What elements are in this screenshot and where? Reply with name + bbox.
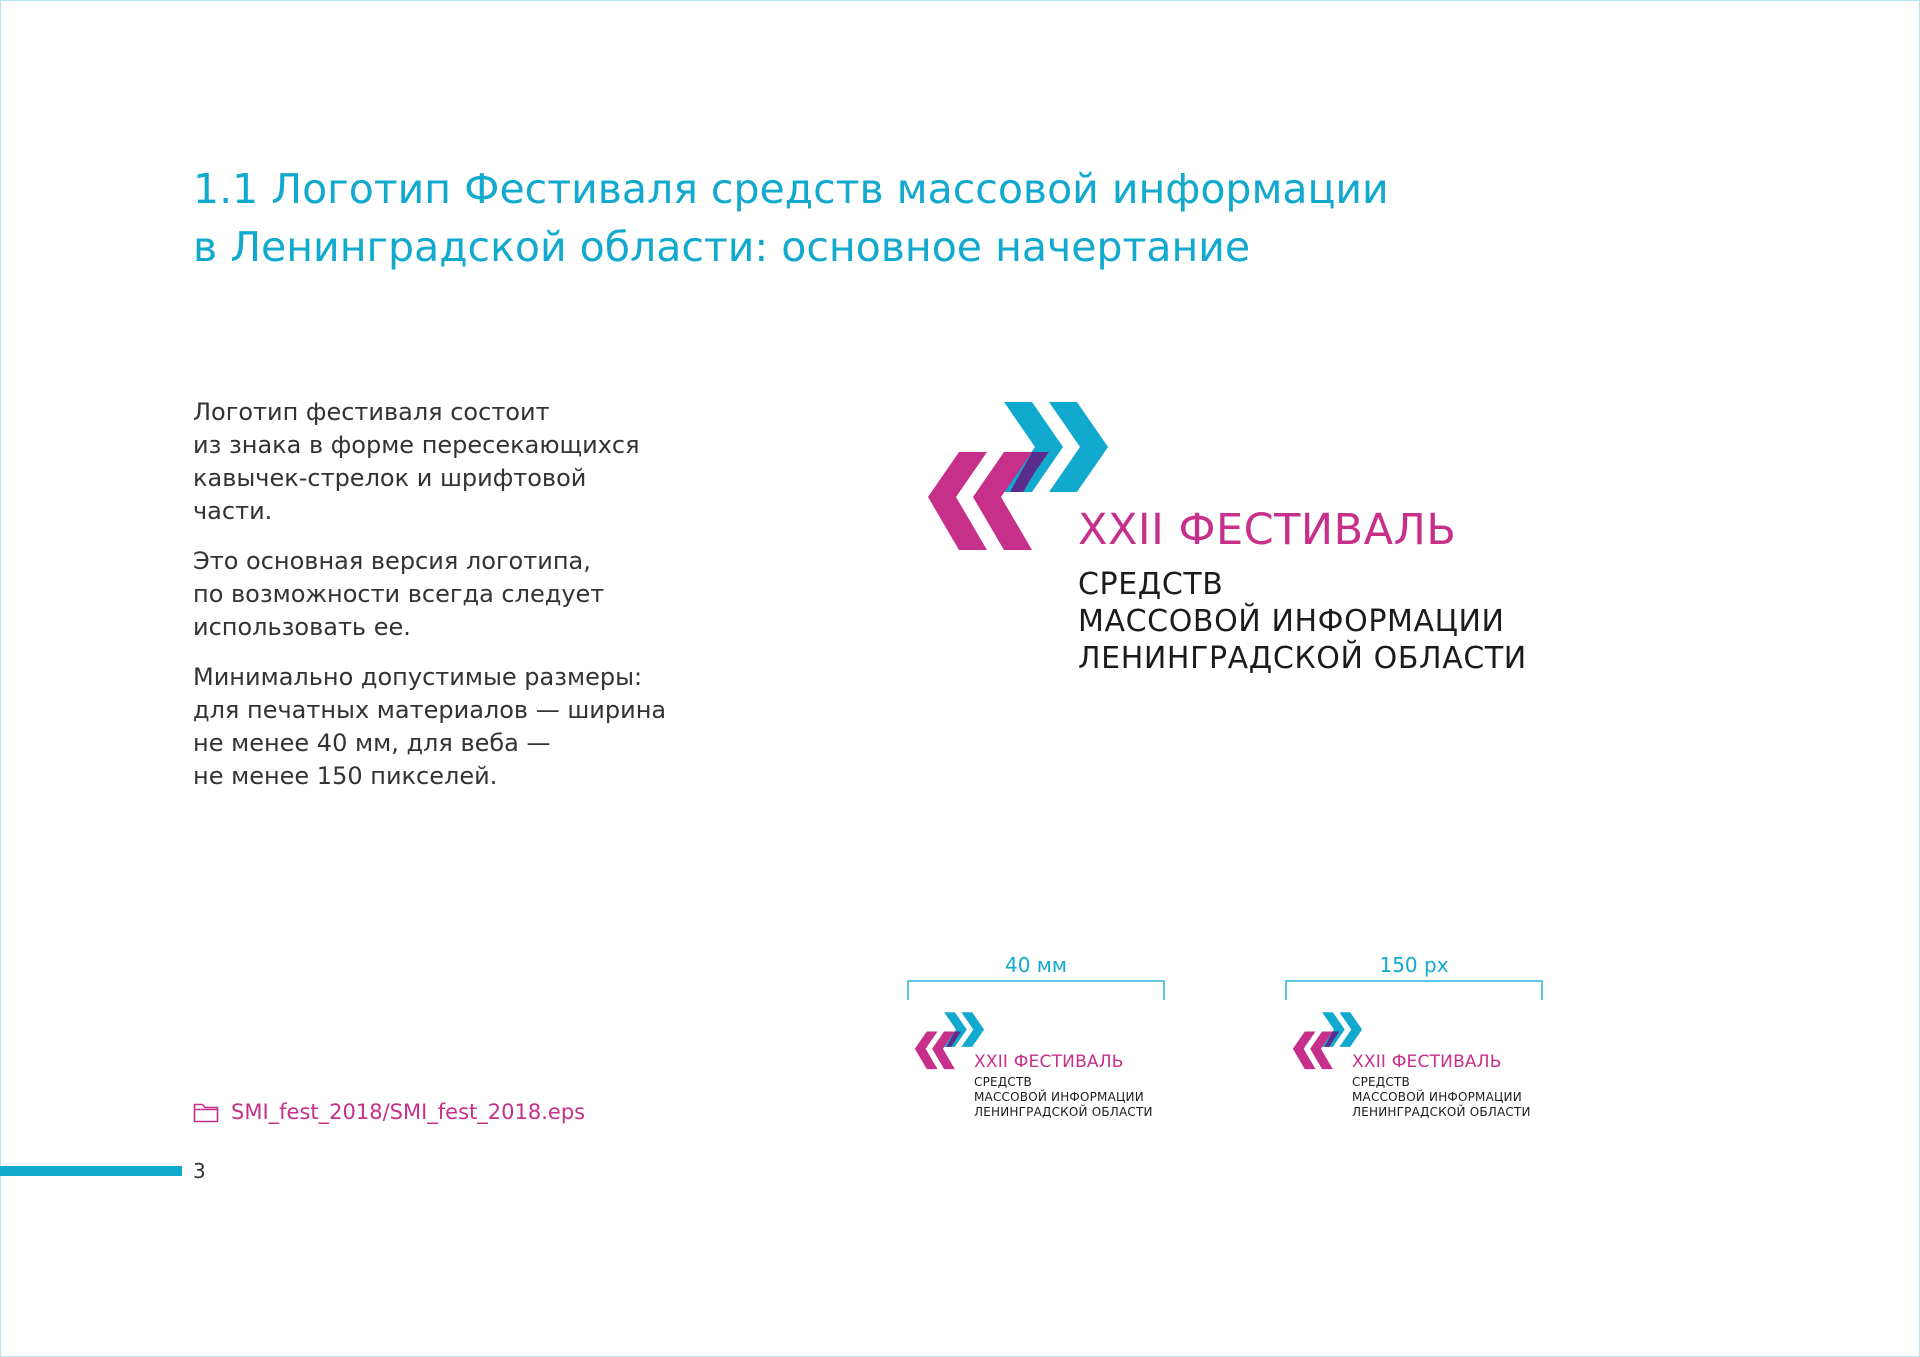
logo-subtitle-line: СРЕДСТВ — [1078, 567, 1224, 602]
min-size-print-bracket — [907, 980, 1165, 1000]
min-size-print-label: 40 мм — [1005, 953, 1067, 977]
festival-logo-small-web — [1284, 1012, 1531, 1119]
logo-subtitle — [1352, 1075, 1531, 1120]
logo-subtitle — [974, 1075, 1153, 1120]
file-path-link[interactable] — [193, 1098, 585, 1126]
logo-title: XXII ФЕСТИВАЛЬ — [1078, 505, 1457, 555]
description — [193, 396, 713, 810]
description-line: Логотип фестиваля состоит — [193, 398, 550, 426]
festival-logo-small-print — [906, 1012, 1153, 1119]
file-path-text: SMI_fest_2018/SMI_fest_2018.eps — [231, 1100, 586, 1124]
logo-title: XXII ФЕСТИВАЛЬ — [974, 1052, 1124, 1072]
logo-subtitle-line: СРЕДСТВ — [974, 1075, 1032, 1089]
description-paragraph-3 — [193, 661, 713, 793]
page-number: 3 — [193, 1159, 206, 1183]
description-paragraph-1 — [193, 396, 713, 528]
description-line: не менее 40 мм, для веба — — [193, 729, 551, 757]
logo-subtitle-line: ЛЕНИНГРАДСКОЙ ОБЛАСТИ — [1352, 1105, 1531, 1119]
logo-subtitle-line: МАССОВОЙ ИНФОРМАЦИИ — [974, 1090, 1144, 1104]
description-line: из знака в форме пересекающихся — [193, 431, 640, 459]
description-line: Минимально допустимые размеры: — [193, 663, 643, 691]
page-title — [193, 160, 1493, 276]
page-title-line-1: 1.1 Логотип Фестиваля средств массовой информации — [193, 165, 1389, 213]
description-line: использовать ее. — [193, 613, 411, 641]
description-paragraph-2 — [193, 545, 713, 644]
description-line: части. — [193, 497, 273, 525]
description-line: Это основная версия логотипа, — [193, 547, 591, 575]
min-size-web-label: 150 px — [1379, 953, 1449, 977]
description-line: по возможности всегда следует — [193, 580, 605, 608]
description-line: кавычек-стрелок и шрифтовой — [193, 464, 587, 492]
accent-bar — [0, 1166, 182, 1176]
logo-subtitle-line: СРЕДСТВ — [1352, 1075, 1410, 1089]
description-line: не менее 150 пикселей. — [193, 762, 498, 790]
logo-subtitle-line: МАССОВОЙ ИНФОРМАЦИИ — [1352, 1090, 1522, 1104]
logo-subtitle-line: МАССОВОЙ ИНФОРМАЦИИ — [1078, 604, 1505, 639]
folder-icon — [193, 1101, 219, 1123]
page-title-line-2: в Ленинградской области: основное начертание — [193, 223, 1251, 271]
logo-subtitle-line: ЛЕНИНГРАДСКОЙ ОБЛАСТИ — [974, 1105, 1153, 1119]
min-size-web-bracket — [1285, 980, 1543, 1000]
festival-logo-main — [905, 402, 1527, 676]
logo-title: XXII ФЕСТИВАЛЬ — [1352, 1052, 1502, 1072]
description-line: для печатных материалов — ширина — [193, 696, 667, 724]
logo-subtitle-line: ЛЕНИНГРАДСКОЙ ОБЛАСТИ — [1078, 641, 1527, 676]
logo-subtitle — [1078, 566, 1527, 677]
